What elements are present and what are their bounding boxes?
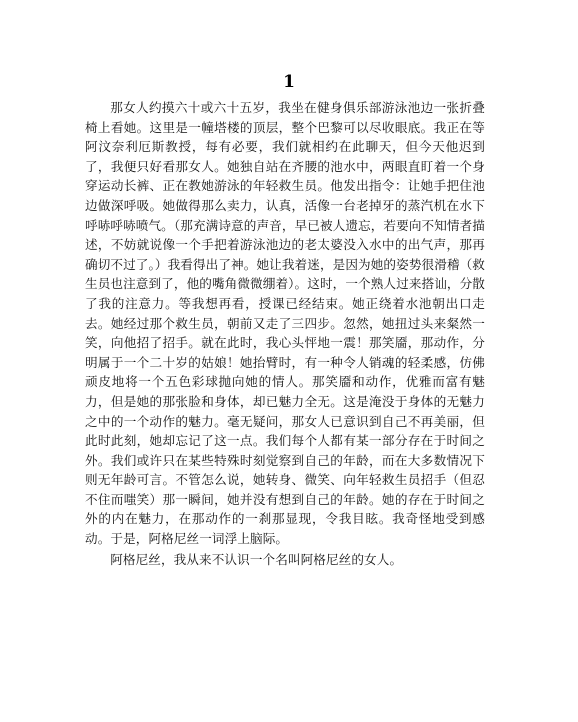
paragraph-2: 阿格尼丝，我从来不认识一个名叫阿格尼丝的女人。: [110, 551, 403, 567]
body-text: [85, 98, 485, 569]
paragraph-1: 那女人约摸六十或六十五岁，我坐在健身俱乐部游泳池边一张折叠椅上看她。这里是一幢塔楼的顶层，整个巴黎可以尽收眼底。我正在等阿汶奈利厄斯教授，每有必要，我们就相约在此聊天，但今天他迟到了，我便只好看那女人。她独自站在齐腰的池水中，两眼直盯着一个身穿运动长裤、正在教她游泳的年轻救生员。他发出指令：让她手把住池边做深呼吸。她做得那么卖力，认真，活像一台老掉牙的蒸汽机在水下呼哧呼哧喷气。（那充满诗意的声音，早已被人遗忘，若要向不知情者描述，不妨就说像一个手把着游泳池边的老太婆没入水中的出气声，那再确切不过了。）我看得出了神。她让我着迷，是因为她的姿势很滑稽（救生员也注意到了，他的嘴角微微绷着）。这时，一个熟人过来搭讪，分散了我的注意力。等我想再看，授课已经结束。她正绕着水池朝出口走去。她经过那个救生员，朝前又走了三四步。忽然，她扭过头来粲然一笑，向他招了招手。就在此时，我心头怦地一震！那笑靥，那动作，分明属于一个二十岁的姑娘！她抬臂时，有一种令人销魂的轻柔感，仿佛顽皮地将一个五色彩球抛向她的情人。那笑靥和动作，优雅而富有魅力，但是她的那张脸和身体，却已魅力全无。这是淹没于身体的无魅力之中的一个动作的魅力。毫无疑问，那女人已意识到自己不再美丽，但此时此刻，她却忘记了这一点。我们每个人都有某一部分存在于时间之外。我们或许只在某些特殊时刻觉察到自己的年龄，而在大多数情况下则无年龄可言。不管怎么说，她转身、微笑、向年轻救生员招手（但忍不住而嗤笑）那一瞬间，她并没有想到自己的年龄。她的存在于时间之外的内在魅力，在那动作的一刹那显现，令我目眩。我奇怪地受到感动。于是，阿格尼丝一词浮上脑际。: [85, 100, 485, 547]
chapter-number: 1: [283, 72, 295, 92]
